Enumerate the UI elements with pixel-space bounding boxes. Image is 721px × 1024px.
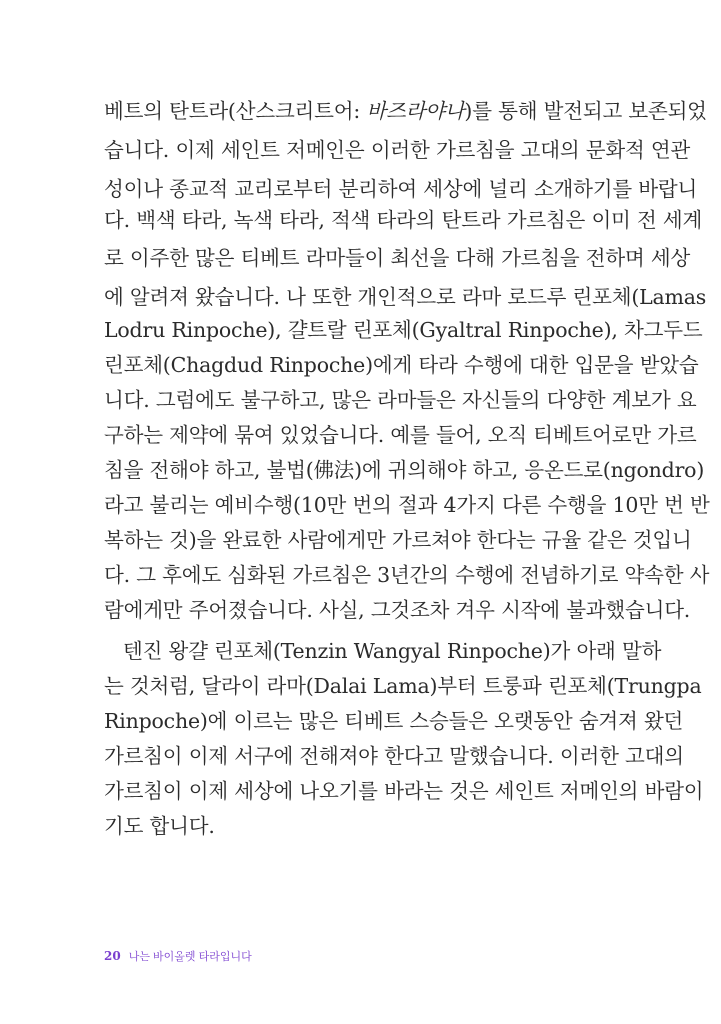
page-number: 20 — [104, 949, 121, 963]
text-span: 베트의 탄트라(산스크리트어: — [104, 99, 367, 123]
paragraph-1-line-8: 린포체(Chagdud Rinpoche)에게 타라 수행에 대한 입문을 받았습 — [104, 353, 699, 377]
paragraph-1-line-1 — [104, 97, 707, 125]
paragraph-1-line-6: 에 알려져 왔습니다. 나 또한 개인적으로 라마 로드루 린포체(Lamas — [104, 285, 707, 309]
paragraph-1-line-3: 성이나 종교적 교리로부터 분리하여 세상에 널리 소개하기를 바랍니 — [104, 177, 698, 201]
paragraph-2-line-3: Rinpoche)에 이르는 많은 티베트 스승들은 오랫동안 숨겨져 왔던 — [104, 709, 684, 733]
paragraph-1-line-10: 구하는 제약에 묶여 있었습니다. 예를 들어, 오직 티베트어로만 가르 — [104, 423, 697, 447]
paragraph-1-line-5: 로 이주한 많은 티베트 라마들이 최선을 다해 가르침을 전하며 세상 — [104, 246, 691, 270]
text-span: )를 통해 발전되고 보존되었 — [464, 99, 707, 123]
running-title: 나는 바이올렛 타라입니다 — [128, 951, 252, 963]
paragraph-1-line-2: 습니다. 이제 세인트 저메인은 이러한 가르침을 고대의 문화적 연관 — [104, 138, 691, 162]
paragraph-1-line-13: 복하는 것)을 완료한 사람에게만 가르쳐야 한다는 규율 같은 것입니 — [104, 528, 692, 552]
paragraph-1-line-4: 다. 백색 타라, 녹색 타라, 적색 타라의 탄트라 가르침은 이미 전 세계 — [104, 208, 703, 232]
paragraph-2-line-2: 는 것처럼, 달라이 라마(Dalai Lama)부터 트룽파 린포체(Trungpa — [104, 674, 702, 698]
paragraph-1-line-15: 람에게만 주어졌습니다. 사실, 그것조차 겨우 시작에 불과했습니다. — [104, 598, 691, 622]
paragraph-1-line-14: 다. 그 후에도 심화된 가르침은 3년간의 수행에 전념하기로 약속한 사 — [104, 563, 710, 587]
paragraph-1-line-11: 침을 전해야 하고, 불법(佛法)에 귀의해야 하고, 응온드로(ngondro) — [104, 458, 705, 482]
paragraph-1-line-7: Lodru Rinpoche), 걀트랄 린포체(Gyaltral Rinpoche), 차그두드 — [104, 318, 703, 342]
paragraph-1-line-9: 니다. 그럼에도 불구하고, 많은 라마들은 자신들의 다양한 계보가 요 — [104, 388, 697, 412]
paragraph-2-line-6: 기도 합니다. — [104, 814, 215, 838]
paragraph-2-line-4: 가르침이 이제 서구에 전해져야 한다고 말했습니다. 이러한 고대의 — [104, 744, 684, 768]
paragraph-1-line-12: 라고 불리는 예비수행(10만 번의 절과 4가지 다른 수행을 10만 번 반 — [104, 493, 710, 517]
page-footer — [104, 948, 252, 968]
italic-term: 바즈라야나 — [366, 99, 465, 123]
paragraph-2-line-5: 가르침이 이제 세상에 나오기를 바라는 것은 세인트 저메인의 바람이 — [104, 779, 704, 803]
paragraph-2-line-1: 텐진 왕걀 린포체(Tenzin Wangyal Rinpoche)가 아래 말하 — [123, 639, 662, 663]
